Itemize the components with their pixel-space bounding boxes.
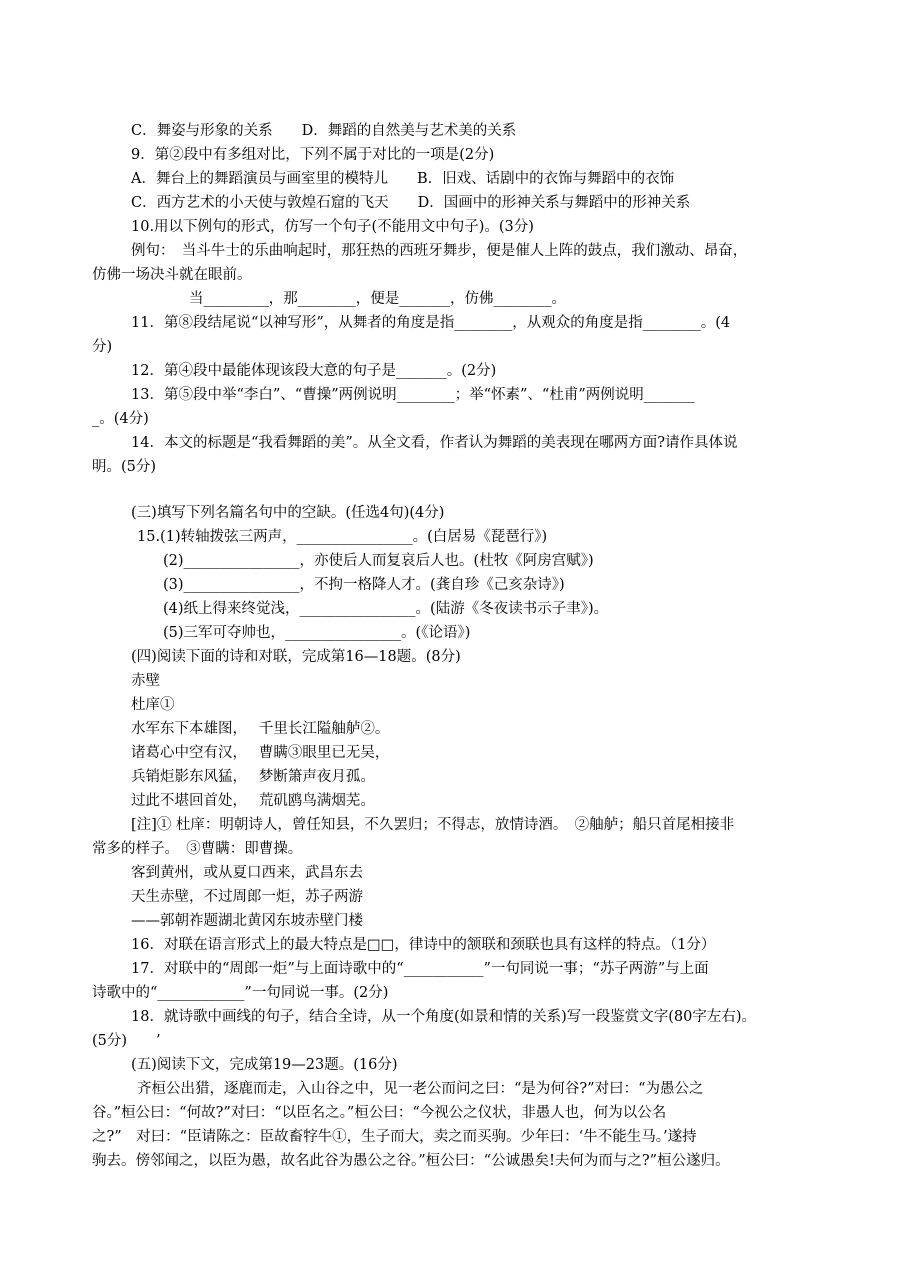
poem-line-4: 过此不堪回首处， 荒矶鸥鸟满烟芜。 xyxy=(131,793,375,809)
poem-title: 赤壁 xyxy=(131,673,160,689)
poem-line-2: 诸葛心中空有汉， 曹瞒③眼里已无吴， xyxy=(131,745,390,761)
question-15-item-1: 15.(1)转轴拨弦三两声，________________。(白居易《琵琶行》) xyxy=(137,529,548,545)
passage-line-1: 齐桓公出猎，逐鹿而走，入山谷之中，见一老公而问之曰：“是为何谷?”对曰：“为愚公之 xyxy=(137,1081,704,1097)
option-ab-q9: A．舞台上的舞蹈演员与画室里的模特儿 B．旧戏、话剧中的衣饰与舞蹈中的衣饰 xyxy=(131,171,675,187)
couplet-line-1: 客到黄州，或从夏口西来，武昌东去 xyxy=(131,865,363,881)
section-3-heading: (三)填写下列名篇名句中的空缺。(任选4句)(4分) xyxy=(131,505,445,521)
poem-line-1: 水军东下本雄图， 千里长江隘舳舻②。 xyxy=(131,721,390,737)
question-10: 10.用以下例句的形式，仿写一个句子(不能用文中句子)。(3分) xyxy=(131,219,534,235)
poem-line-3: 兵销炬影东风猛， 梦断箫声夜月孤。 xyxy=(131,769,375,785)
passage-line-3: 之?” 对曰：“臣请陈之：臣故畜牸牛①，生子而大，卖之而买驹。少年曰：‘牛不能生马。’遂持 xyxy=(92,1129,697,1145)
poem-author: 杜庠① xyxy=(131,697,175,713)
question-15-item-2: (2)________________，亦使后人而复哀后人也。(杜牧《阿房宫赋》) xyxy=(163,553,594,569)
question-18: 18．就诗歌中画线的句子，结合全诗，从一个角度(如景和情的关系)写一段鉴赏文字(80字左右)。 xyxy=(131,1009,757,1025)
question-13-cont: _。(4分) xyxy=(92,411,149,427)
question-11: 11．第⑧段结尾说“以神写形”，从舞者的角度是指________，从观众的角度是指________。(4 xyxy=(131,315,731,331)
question-12: 12．第④段中最能体现该段大意的句子是_______。(2分) xyxy=(131,363,497,379)
couplet-line-2: 天生赤壁，不过周郎一炬，苏子两游 xyxy=(131,889,363,905)
question-17-cont: 诗歌中的“____________”一句同说一事。(2分) xyxy=(92,985,389,1001)
question-13: 13．第⑤段中举“李白”、“曹操”两例说明________；举“怀素”、“杜甫”两例说明_______ xyxy=(131,387,695,403)
question-15-item-4: (4)纸上得来终觉浅，________________。(陆游《冬夜读书示子聿》)。 xyxy=(163,601,609,617)
question-11-cont: 分) xyxy=(92,339,113,355)
question-15-item-5: (5)三军可夺帅也，________________。(《论语》) xyxy=(163,625,471,641)
option-cd-q8: C．舞姿与形象的关系 D．舞蹈的自然美与艺术美的关系 xyxy=(131,123,517,139)
passage-line-2: 谷。”桓公曰：“何故?”对曰：“以臣名之。”桓公曰：“今视公之仪状，非愚人也，何为以公名 xyxy=(92,1105,667,1121)
section-5-heading: (五)阅读下文，完成第19—23题。(16分) xyxy=(131,1057,398,1073)
question-14: 14．本文的标题是“我看舞蹈的美”。从全文看，作者认为舞蹈的美表现在哪两方面?请作具体说 xyxy=(131,435,738,451)
imitation-template: 当_________，那________，便是_______，仿佛________。 xyxy=(189,291,566,307)
example-sentence-cont: 仿佛一场决斗就在眼前。 xyxy=(92,267,252,283)
question-9: 9．第②段中有多组对比，下列不属于对比的一项是(2分) xyxy=(131,147,495,163)
question-18-cont: (5分) ’ xyxy=(92,1033,161,1049)
option-cd-q9: C．西方艺术的小天使与敦煌石窟的飞天 D．国画中的形神关系与舞蹈中的形神关系 xyxy=(131,195,691,211)
question-14-cont: 明。(5分) xyxy=(92,459,157,475)
question-15-item-3: (3)________________，不拘一格降人才。(龚自珍《己亥杂诗》) xyxy=(163,577,565,593)
question-16: 16．对联在语言形式上的最大特点是□□，律诗中的颔联和颈联也具有这样的特点。（1分） xyxy=(131,937,716,953)
couplet-attribution: ——郭朝祚题湖北黄冈东坡赤壁门楼 xyxy=(131,913,363,929)
passage-line-4: 驹去。傍邻闻之，以臣为愚，故名此谷为愚公之谷。”桓公曰：“公诚愚矣!夫何为而与之?”桓公遂归。 xyxy=(92,1153,730,1169)
section-4-heading: (四)阅读下面的诗和对联，完成第16—18题。(8分) xyxy=(131,649,461,665)
poem-notes: [注]① 杜庠：明朝诗人，曾任知县，不久罢归；不得志，放情诗酒。 ②舳舻；船只首尾相接非 xyxy=(131,817,735,833)
example-sentence: 例句： 当斗牛士的乐曲响起时，那狂热的西班牙舞步，便是催人上阵的鼓点，我们激动、昂奋， xyxy=(131,243,748,259)
question-17: 17．对联中的“周郎一炬”与上面诗歌中的“___________”一句同说一事；“苏子两游”与上面 xyxy=(131,961,709,977)
poem-notes-cont: 常多的样子。 ③曹瞒：即曹操。 xyxy=(92,841,303,857)
